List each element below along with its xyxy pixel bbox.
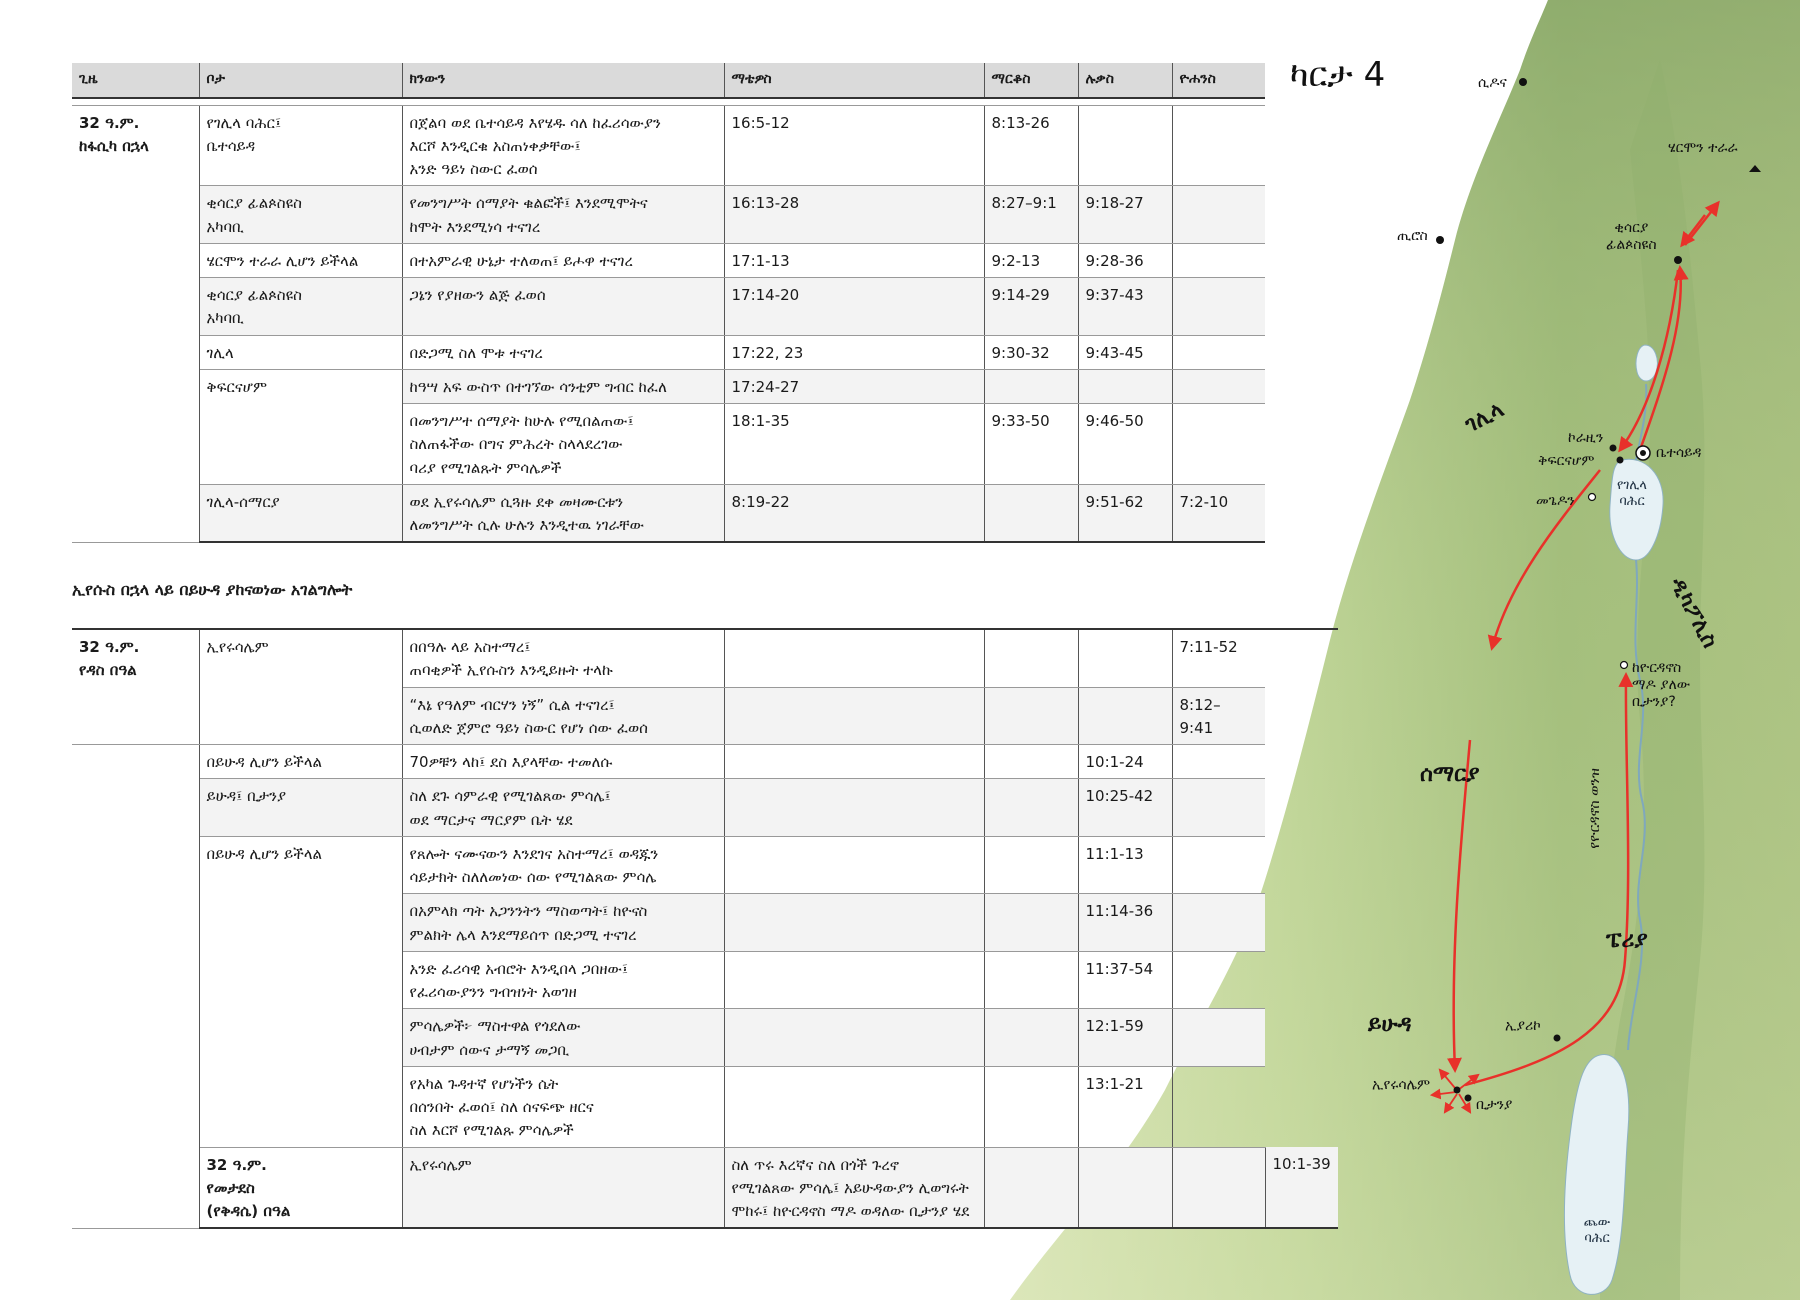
map-title: ካርታ 4 [1290, 55, 1386, 95]
table-header [72, 63, 1265, 98]
luke-ref: 9:46-50 [1078, 404, 1172, 485]
place-cell: ቅፍርናሆም [199, 369, 402, 484]
matthew-ref [724, 894, 984, 952]
matthew-ref [724, 629, 984, 687]
mark-ref [984, 779, 1078, 837]
city-jericho: ኢያሪኮ [1505, 1018, 1541, 1034]
city-caesarea-philippi: ቂሳርያ ፊልጶስዩስ [1606, 220, 1657, 253]
place-cell: በይሁዳ ሊሆን ይችላል [199, 745, 402, 779]
table-row [72, 629, 1338, 687]
table-row [72, 1147, 1338, 1228]
john-ref [1172, 1066, 1265, 1147]
col-luke: ሉቃስ [1078, 63, 1172, 98]
john-ref [1172, 335, 1265, 369]
table-row [72, 779, 1338, 837]
mark-ref: 9:33-50 [984, 404, 1078, 485]
john-ref [1172, 779, 1265, 837]
col-john: ዮሐንስ [1172, 63, 1265, 98]
city-bethany: ቢታንያ [1476, 1097, 1513, 1113]
place-cell: ሄርሞን ተራራ ሊሆን ይችላል [199, 243, 402, 277]
luke-ref: 9:51-62 [1078, 484, 1172, 542]
place-cell: ቂሳርያ ፊልጶስዩስ አካባቢ [199, 186, 402, 244]
john-ref [1172, 278, 1265, 336]
event-cell: 70ዎቹን ላከ፤ ደስ እያላቸው ተመለሱ [402, 745, 724, 779]
event-cell: ስለ ደጉ ሳምራዊ የሚገልጸው ምሳሌ፤ ወደ ማርታና ማርያም ቤት ሄደ [402, 779, 724, 837]
place-cell: ገሊላ [199, 335, 402, 369]
mark-ref [984, 836, 1078, 894]
mark-ref [984, 1009, 1078, 1067]
luke-ref [1078, 687, 1172, 745]
event-cell: ምሳሌዎች፦ ማስተዋል የጎደለው ሀብታም ሰውና ታማኝ መጋቢ [402, 1009, 724, 1067]
table-row [72, 335, 1265, 369]
city-jerusalem: ኢየሩሳሌም [1372, 1077, 1431, 1093]
place-cell: ገሊላ-ሰማርያ [199, 484, 402, 542]
event-cell: አንድ ፈሪሳዊ አብሮት እንዲበላ ጋበዘው፤ የፈሪሳውያንን ግብዝነት አወገዘ [402, 951, 724, 1009]
mark-ref: 8:13-26 [984, 105, 1078, 186]
event-cell: ጋኔን የያዘውን ልጅ ፈወሰ [402, 278, 724, 336]
matthew-ref: 18:1-35 [724, 404, 984, 485]
mark-ref [1078, 1147, 1172, 1228]
mark-ref: 9:2-13 [984, 243, 1078, 277]
matthew-ref [984, 1147, 1078, 1228]
city-magadan: መጌዶን [1536, 493, 1575, 509]
region-decapolis: ዲካፖሊስ [1664, 573, 1723, 653]
luke-ref: 10:1-24 [1078, 745, 1172, 779]
luke-ref: 11:14-36 [1078, 894, 1172, 952]
luke-ref: 9:37-43 [1078, 278, 1172, 336]
place-cell: በይሁዳ ሊሆን ይችላል [199, 836, 402, 1147]
period-cell: 32 ዓ.ም. የመታደስ (የቅዳሴ) በዓል [199, 1147, 402, 1228]
matthew-ref: 17:1-13 [724, 243, 984, 277]
period-cell: 32 ዓ.ም. ከፋሲካ በኋላ [72, 105, 199, 542]
luke-ref: 12:1-59 [1078, 1009, 1172, 1067]
city-tyre: ጢሮስ [1397, 228, 1428, 244]
event-cell: ስለ ጥሩ እረኛና ስለ በጎች ጉረኖ የሚገልጸው ምሳሌ፤ አይሁዳውያን ሊወግሩት ሞከሩ፤ ከዮርዳኖስ ማዶ ወዳለው ቢታንያ ሄደ [724, 1147, 984, 1228]
luke-ref: 13:1-21 [1078, 1066, 1172, 1147]
place-cell: ኢየሩሳሌም [402, 1147, 724, 1228]
mark-ref [984, 687, 1078, 745]
event-cell: “እኔ የዓለም ብርሃን ነኝ” ሲል ተናገረ፤ ሲወለድ ጀምሮ ዓይነ ስውር የሆነ ሰው ፈወሰ [402, 687, 724, 745]
table-row [72, 243, 1265, 277]
place-cell: ኢየሩሳሌም [199, 629, 402, 745]
mark-ref: 9:14-29 [984, 278, 1078, 336]
john-ref [1172, 105, 1265, 186]
john-ref [1172, 1009, 1265, 1067]
john-ref [1172, 951, 1265, 1009]
table-row [72, 278, 1265, 336]
matthew-ref: 16:5-12 [724, 105, 984, 186]
luke-ref [1078, 369, 1172, 403]
event-cell: በበዓሉ ላይ አስተማረ፤ ጠባቂዎች ኢየሱስን እንዲይዙት ተላኩ [402, 629, 724, 687]
region-galilee: ገሊላ [1461, 397, 1509, 438]
john-ref [1172, 243, 1265, 277]
event-cell: ወደ ኢየሩሳሌም ሲጓዙ ደቀ መዛሙርቱን ለመንግሥት ሲሉ ሁሉን እንዲተዉ ነገራቸው [402, 484, 724, 542]
ministry-table-galilee [72, 63, 1265, 543]
luke-ref: 11:1-13 [1078, 836, 1172, 894]
mark-ref [984, 745, 1078, 779]
john-ref: 10:1-39 [1265, 1147, 1338, 1228]
luke-ref: 9:28-36 [1078, 243, 1172, 277]
john-ref: 8:12– 9:41 [1172, 687, 1265, 745]
mark-ref [984, 1066, 1078, 1147]
luke-ref [1078, 629, 1172, 687]
john-ref [1172, 186, 1265, 244]
table-row [72, 369, 1265, 403]
john-ref [1172, 745, 1265, 779]
mark-ref [984, 951, 1078, 1009]
mark-ref: 9:30-32 [984, 335, 1078, 369]
matthew-ref [724, 779, 984, 837]
event-cell: በመንግሥተ ሰማያት ከሁሉ የሚበልጠው፤ ስለጠፋችው በግና ምሕረት ስላላደረገው ባሪያ የሚገልጹት ምሳሌዎች [402, 404, 724, 485]
event-cell: በጀልባ ወደ ቤተሳይዳ እየሄዱ ሳለ ከፈሪሳውያን እርሾ እንዲርቁ አስጠነቀቃቸው፤ አንድ ዓይነ ስውር ፈወሰ [402, 105, 724, 186]
city-chorazin: ኮራዚን [1568, 430, 1604, 446]
luke-ref: 9:18-27 [1078, 186, 1172, 244]
mount-hermon-label: ሄርሞን ተራራ [1668, 140, 1738, 156]
luke-ref [1078, 105, 1172, 186]
luke-ref [1172, 1147, 1265, 1228]
place-cell: የገሊላ ባሕር፤ ቤተሳይዳ [199, 105, 402, 186]
luke-ref: 10:25-42 [1078, 779, 1172, 837]
mark-ref [984, 369, 1078, 403]
matthew-ref: 17:22, 23 [724, 335, 984, 369]
event-cell: የጸሎት ናሙናውን እንደገና አስተማረ፤ ወዳጁን ሳይታክት ስለለመነው ሰው የሚገልጸው ምሳሌ [402, 836, 724, 894]
region-judea: ይሁዳ [1368, 1012, 1412, 1037]
region-perea: ፔሪያ [1606, 928, 1648, 953]
col-event: ክንውን [402, 63, 724, 98]
table-row [72, 105, 1265, 186]
event-cell: በተአምራዊ ሁኔታ ተለወጠ፤ ይሖዋ ተናገረ [402, 243, 724, 277]
period-cell: 32 ዓ.ም. የዳስ በዓል [72, 629, 199, 745]
event-cell: ከዓሣ አፍ ውስጥ በተገኘው ሳንቲም ግብር ከፈለ [402, 369, 724, 403]
event-cell: የመንግሥት ሰማያት ቁልፎች፤ እንደሚሞትና ከሞት እንደሚነሳ ተናገረ [402, 186, 724, 244]
luke-ref: 9:43-45 [1078, 335, 1172, 369]
event-cell: በአምላክ ጣት አጋንንትን ማስወጣት፤ ከዮናስ ምልክት ሌላ እንደማይሰጥ በድጋሚ ተናገረ [402, 894, 724, 952]
col-time: ጊዜ [72, 63, 199, 98]
jordan-river-label: የዮርዳኖስ ወንዝ [1586, 768, 1603, 849]
matthew-ref: 17:14-20 [724, 278, 984, 336]
period-cell [72, 745, 199, 1229]
mark-ref: 8:27–9:1 [984, 186, 1078, 244]
place-cell: ይሁዳ፤ ቢታንያ [199, 779, 402, 837]
region-samaria: ሰማርያ [1420, 762, 1480, 787]
mark-ref [984, 484, 1078, 542]
john-ref [1172, 369, 1265, 403]
section-title: ኢየሱስ በኋላ ላይ በይሁዳ ያከናወነው አገልግሎት [72, 580, 353, 599]
john-ref: 7:11-52 [1172, 629, 1265, 687]
place-cell: ቂሳርያ ፊልጶስዩስ አካባቢ [199, 278, 402, 336]
john-ref [1172, 404, 1265, 485]
table-row [72, 186, 1265, 244]
matthew-ref [724, 687, 984, 745]
mark-ref [984, 629, 1078, 687]
matthew-ref [724, 951, 984, 1009]
matthew-ref: 17:24-27 [724, 369, 984, 403]
ministry-table-judea [72, 628, 1338, 1229]
col-mark: ማርቆስ [984, 63, 1078, 98]
matthew-ref [724, 836, 984, 894]
matthew-ref: 16:13-28 [724, 186, 984, 244]
col-matthew: ማቴዎስ [724, 63, 984, 98]
matthew-ref [724, 1009, 984, 1067]
col-place: ቦታ [199, 63, 402, 98]
matthew-ref: 8:19-22 [724, 484, 984, 542]
dead-sea-label: ጨው ባሕር [1583, 1215, 1611, 1246]
matthew-ref [724, 1066, 984, 1147]
table-row [72, 484, 1265, 542]
sea-of-galilee-label: የገሊላ ባሕር [1617, 478, 1647, 509]
table-row [72, 745, 1338, 779]
mark-ref [984, 894, 1078, 952]
luke-ref: 11:37-54 [1078, 951, 1172, 1009]
event-cell: የአካል ጉዳተኛ የሆነችን ሴት በሰንበት ፈወሰ፤ ስለ ሰናፍጭ ዘርና ስለ እርሾ የሚገልጹ ምሳሌዎች [402, 1066, 724, 1147]
john-ref [1172, 836, 1265, 894]
john-ref [1172, 894, 1265, 952]
city-bethany-beyond-jordan: ከዮርዳኖስ ማዶ ያለው ቢታንያ? [1632, 660, 1691, 710]
john-ref: 7:2-10 [1172, 484, 1265, 542]
table-row [72, 836, 1338, 894]
matthew-ref [724, 745, 984, 779]
city-sidon: ሲዶና [1478, 75, 1507, 91]
city-bethsaida: ቤተሳይዳ [1656, 445, 1702, 461]
event-cell: በድጋሚ ስለ ሞቱ ተናገረ [402, 335, 724, 369]
city-capernaum: ቅፍርናሆም [1538, 453, 1595, 469]
